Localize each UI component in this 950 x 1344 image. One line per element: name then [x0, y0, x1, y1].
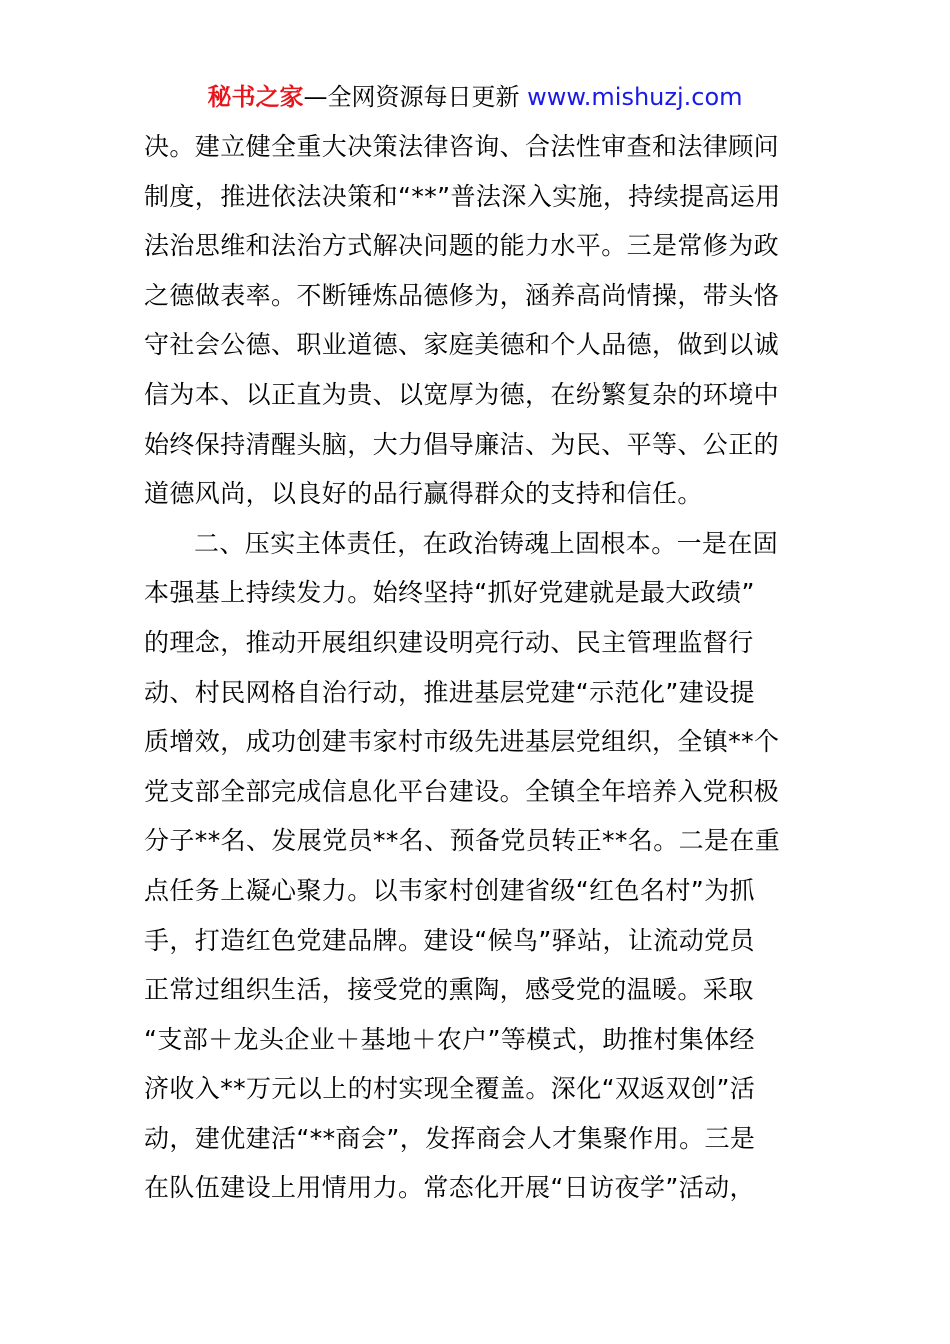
text-line: 本强基上持续发力。始终坚持“抓好党建就是最大政绩” [144, 578, 755, 608]
text-line: 动，建优建活“**商会”，发挥商会人才集聚作用。三是 [144, 1123, 756, 1153]
text-line: 法治思维和法治方式解决问题的能力水平。三是常修为政 [144, 231, 780, 261]
text-line: 信为本、以正直为贵、以宽厚为德，在纷繁复杂的环境中 [144, 379, 780, 409]
site-brand: 秘书之家 [207, 83, 304, 111]
text-line: 动、村民网格自治行动，推进基层党建“示范化”建设提 [144, 677, 755, 707]
site-slogan: —全网资源每日更新 [303, 83, 520, 111]
text-line: 在队伍建设上用情用力。常态化开展“日访夜学”活动， [144, 1173, 755, 1203]
site-header [0, 80, 950, 114]
text-line: 正常过组织生活，接受党的熏陶，感受党的温暖。采取 [144, 975, 754, 1005]
text-line: 之德做表率。不断锤炼品德修为，涵养高尚情操，带头恪 [144, 280, 780, 310]
text-line: 始终保持清醒头脑，大力倡导廉洁、为民、平等、公正的 [144, 429, 780, 459]
text-line: 济收入**万元以上的村实现全覆盖。深化“双返双创”活 [144, 1074, 756, 1104]
site-url-link[interactable]: www.mishuzj.com [527, 83, 743, 111]
text-line: 点任务上凝心聚力。以韦家村创建省级“红色名村”为抓 [144, 875, 755, 905]
text-line: 守社会公德、职业道德、家庭美德和个人品德，做到以诚 [144, 330, 780, 360]
text-line: 手，打造红色党建品牌。建设“候鸟”驿站，让流动党员 [144, 925, 755, 955]
text-line: “支部＋龙头企业＋基地＋农户”等模式，助推村集体经 [144, 1024, 755, 1054]
text-line: 质增效，成功创建韦家村市级先进基层党组织，全镇**个 [144, 727, 780, 757]
paragraph-start-line: 二、压实主体责任，在政治铸魂上固根本。一是在固 [194, 528, 779, 558]
text-line: 决。建立健全重大决策法律咨询、合法性审查和法律顾问 [144, 132, 780, 161]
text-line: 道德风尚，以良好的品行赢得群众的支持和信任。 [144, 479, 703, 509]
text-line: 党支部全部完成信息化平台建设。全镇全年培养入党积极 [144, 776, 780, 806]
document-body [144, 122, 806, 1213]
text-line: 分子**名、发展党员**名、预备党员转正**名。二是在重 [144, 826, 781, 856]
text-line: 的理念，推动开展组织建设明亮行动、民主管理监督行 [144, 627, 754, 657]
text-line: 制度，推进依法决策和“**”普法深入实施，持续提高运用 [144, 181, 781, 211]
